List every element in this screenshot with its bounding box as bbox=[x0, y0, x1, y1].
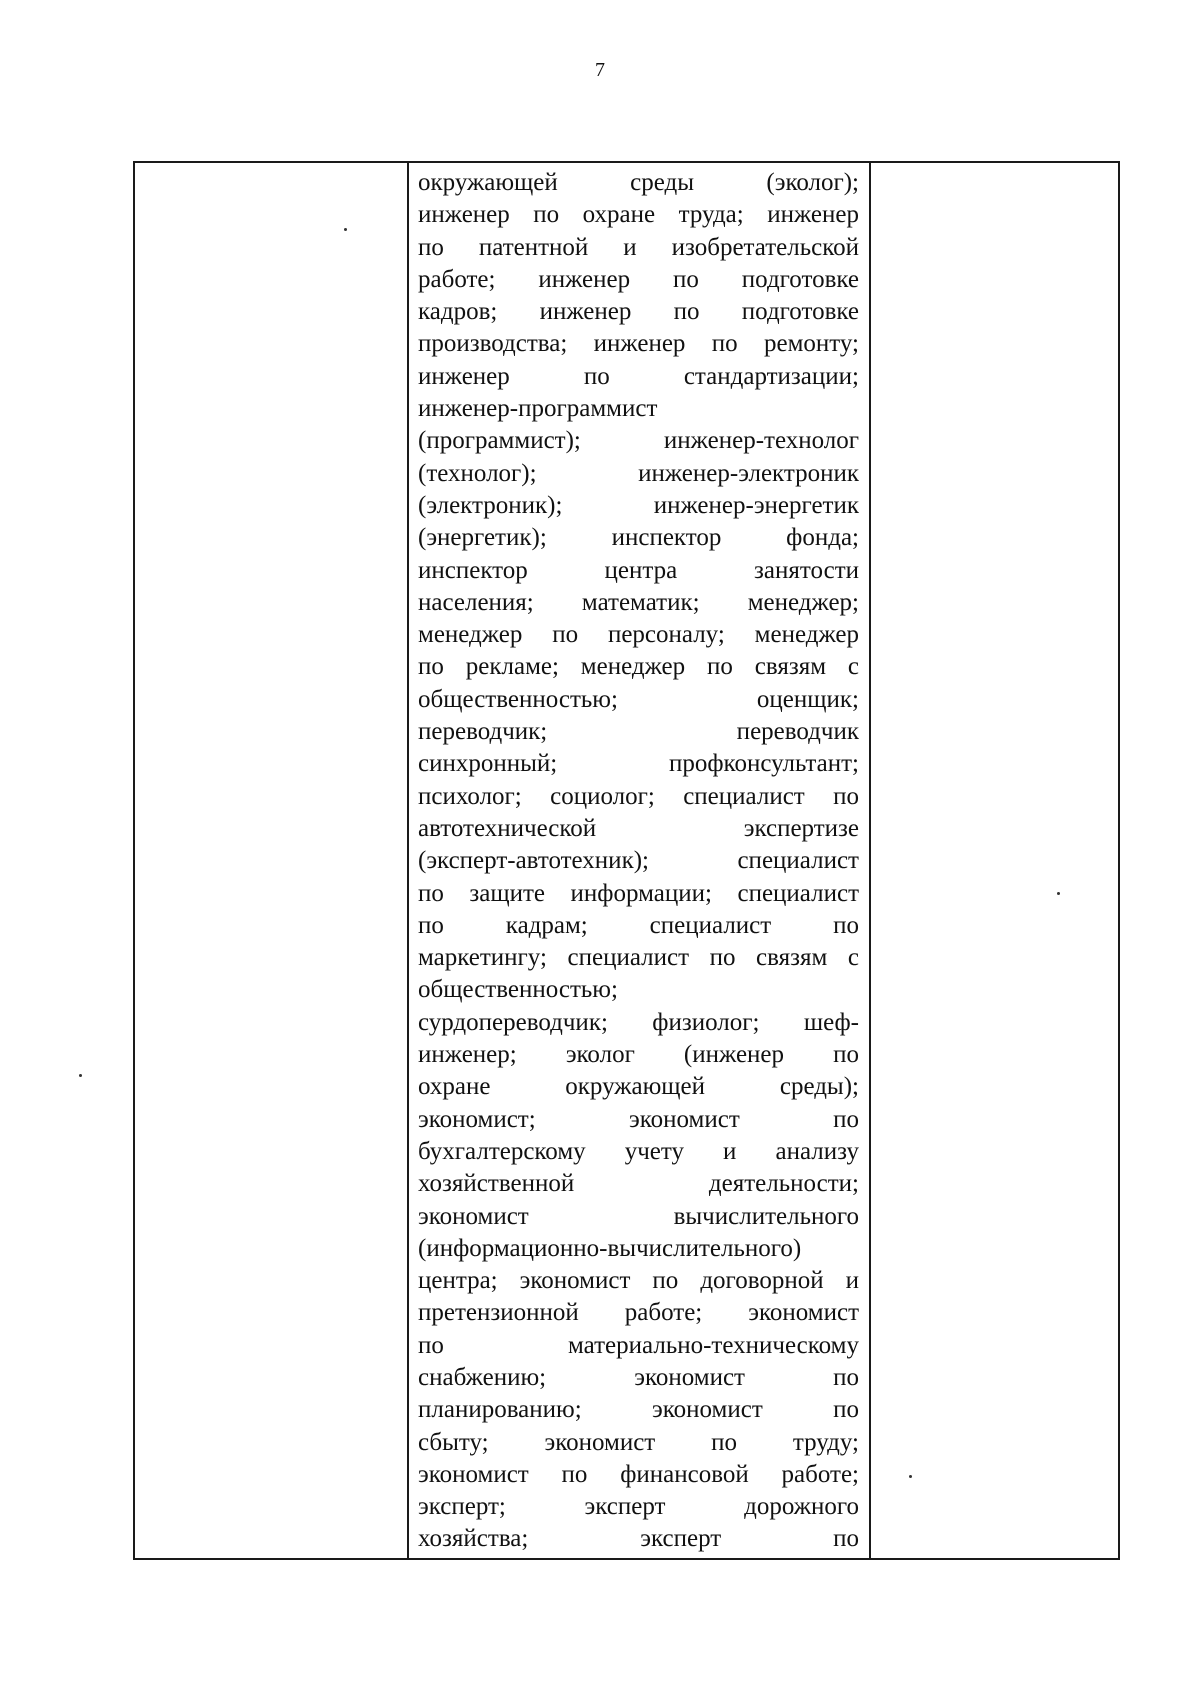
profession-line: по патентной и изобретательской bbox=[418, 233, 859, 261]
profession-line: эксперт; эксперт дорожного bbox=[418, 1493, 859, 1521]
profession-line: по материально-техническому bbox=[418, 1331, 859, 1359]
profession-line: по кадрам; специалист по bbox=[418, 911, 859, 939]
profession-line: населения; математик; менеджер; bbox=[418, 588, 859, 616]
profession-line: работе; инженер по подготовке bbox=[418, 265, 859, 293]
profession-line: инженер; эколог (инженер по bbox=[418, 1041, 859, 1069]
profession-line: экономист вычислительного bbox=[418, 1202, 859, 1230]
profession-line: (технолог); инженер-электроник bbox=[418, 459, 859, 487]
professions-list bbox=[418, 167, 859, 1556]
profession-line: синхронный; профконсультант; bbox=[418, 750, 859, 778]
scan-speck bbox=[79, 1074, 82, 1077]
profession-line: автотехнической экспертизе bbox=[418, 814, 859, 842]
profession-line: инженер по стандартизации; bbox=[418, 362, 859, 390]
profession-line: инженер-программист bbox=[418, 395, 658, 423]
profession-line: бухгалтерскому учету и анализу bbox=[418, 1137, 859, 1165]
profession-line: снабжению; экономист по bbox=[418, 1363, 859, 1391]
profession-line: (эксперт-автотехник); специалист bbox=[418, 847, 859, 875]
profession-line: сбыту; экономист по труду; bbox=[418, 1428, 859, 1456]
profession-line: по защите информации; специалист bbox=[418, 879, 859, 907]
profession-line: по рекламе; менеджер по связям с bbox=[418, 653, 859, 681]
profession-line: (электроник); инженер-энергетик bbox=[418, 491, 859, 519]
profession-line: менеджер по персоналу; менеджер bbox=[418, 621, 859, 649]
profession-line: маркетингу; специалист по связям с bbox=[418, 944, 859, 972]
profession-line: хозяйственной деятельности; bbox=[418, 1170, 859, 1198]
profession-line: переводчик; переводчик bbox=[418, 718, 859, 746]
page-number: 7 bbox=[595, 59, 605, 81]
table-row bbox=[134, 162, 1119, 1559]
scan-speck bbox=[1057, 892, 1060, 895]
left-cell bbox=[134, 162, 408, 1559]
profession-line: кадров; инженер по подготовке bbox=[418, 298, 859, 326]
professions-table bbox=[133, 161, 1120, 1560]
profession-line: (программист); инженер-технолог bbox=[418, 427, 859, 455]
profession-line: охране окружающей среды); bbox=[418, 1073, 859, 1101]
professions-cell bbox=[408, 162, 870, 1559]
profession-line: инженер по охране труда; инженер bbox=[418, 201, 859, 229]
profession-line: производства; инженер по ремонту; bbox=[418, 330, 859, 358]
profession-line: (энергетик); инспектор фонда; bbox=[418, 524, 859, 552]
scan-speck bbox=[909, 1475, 912, 1478]
profession-line: общественностью; bbox=[418, 976, 618, 1004]
profession-line: экономист по финансовой работе; bbox=[418, 1460, 859, 1488]
profession-line: экономист; экономист по bbox=[418, 1105, 859, 1133]
profession-line: (информационно-вычислительного) bbox=[418, 1234, 802, 1262]
profession-line: общественностью; оценщик; bbox=[418, 685, 859, 713]
profession-line: сурдопереводчик; физиолог; шеф- bbox=[418, 1008, 859, 1036]
scan-speck bbox=[344, 228, 347, 231]
profession-line: хозяйства; эксперт по bbox=[418, 1525, 859, 1553]
profession-line: психолог; социолог; специалист по bbox=[418, 782, 859, 810]
right-cell bbox=[870, 162, 1119, 1559]
profession-line: центра; экономист по договорной и bbox=[418, 1267, 859, 1295]
profession-line: планированию; экономист по bbox=[418, 1396, 859, 1424]
profession-line: претензионной работе; экономист bbox=[418, 1299, 859, 1327]
profession-line: инспектор центра занятости bbox=[418, 556, 859, 584]
profession-line: окружающей среды (эколог); bbox=[418, 169, 859, 196]
